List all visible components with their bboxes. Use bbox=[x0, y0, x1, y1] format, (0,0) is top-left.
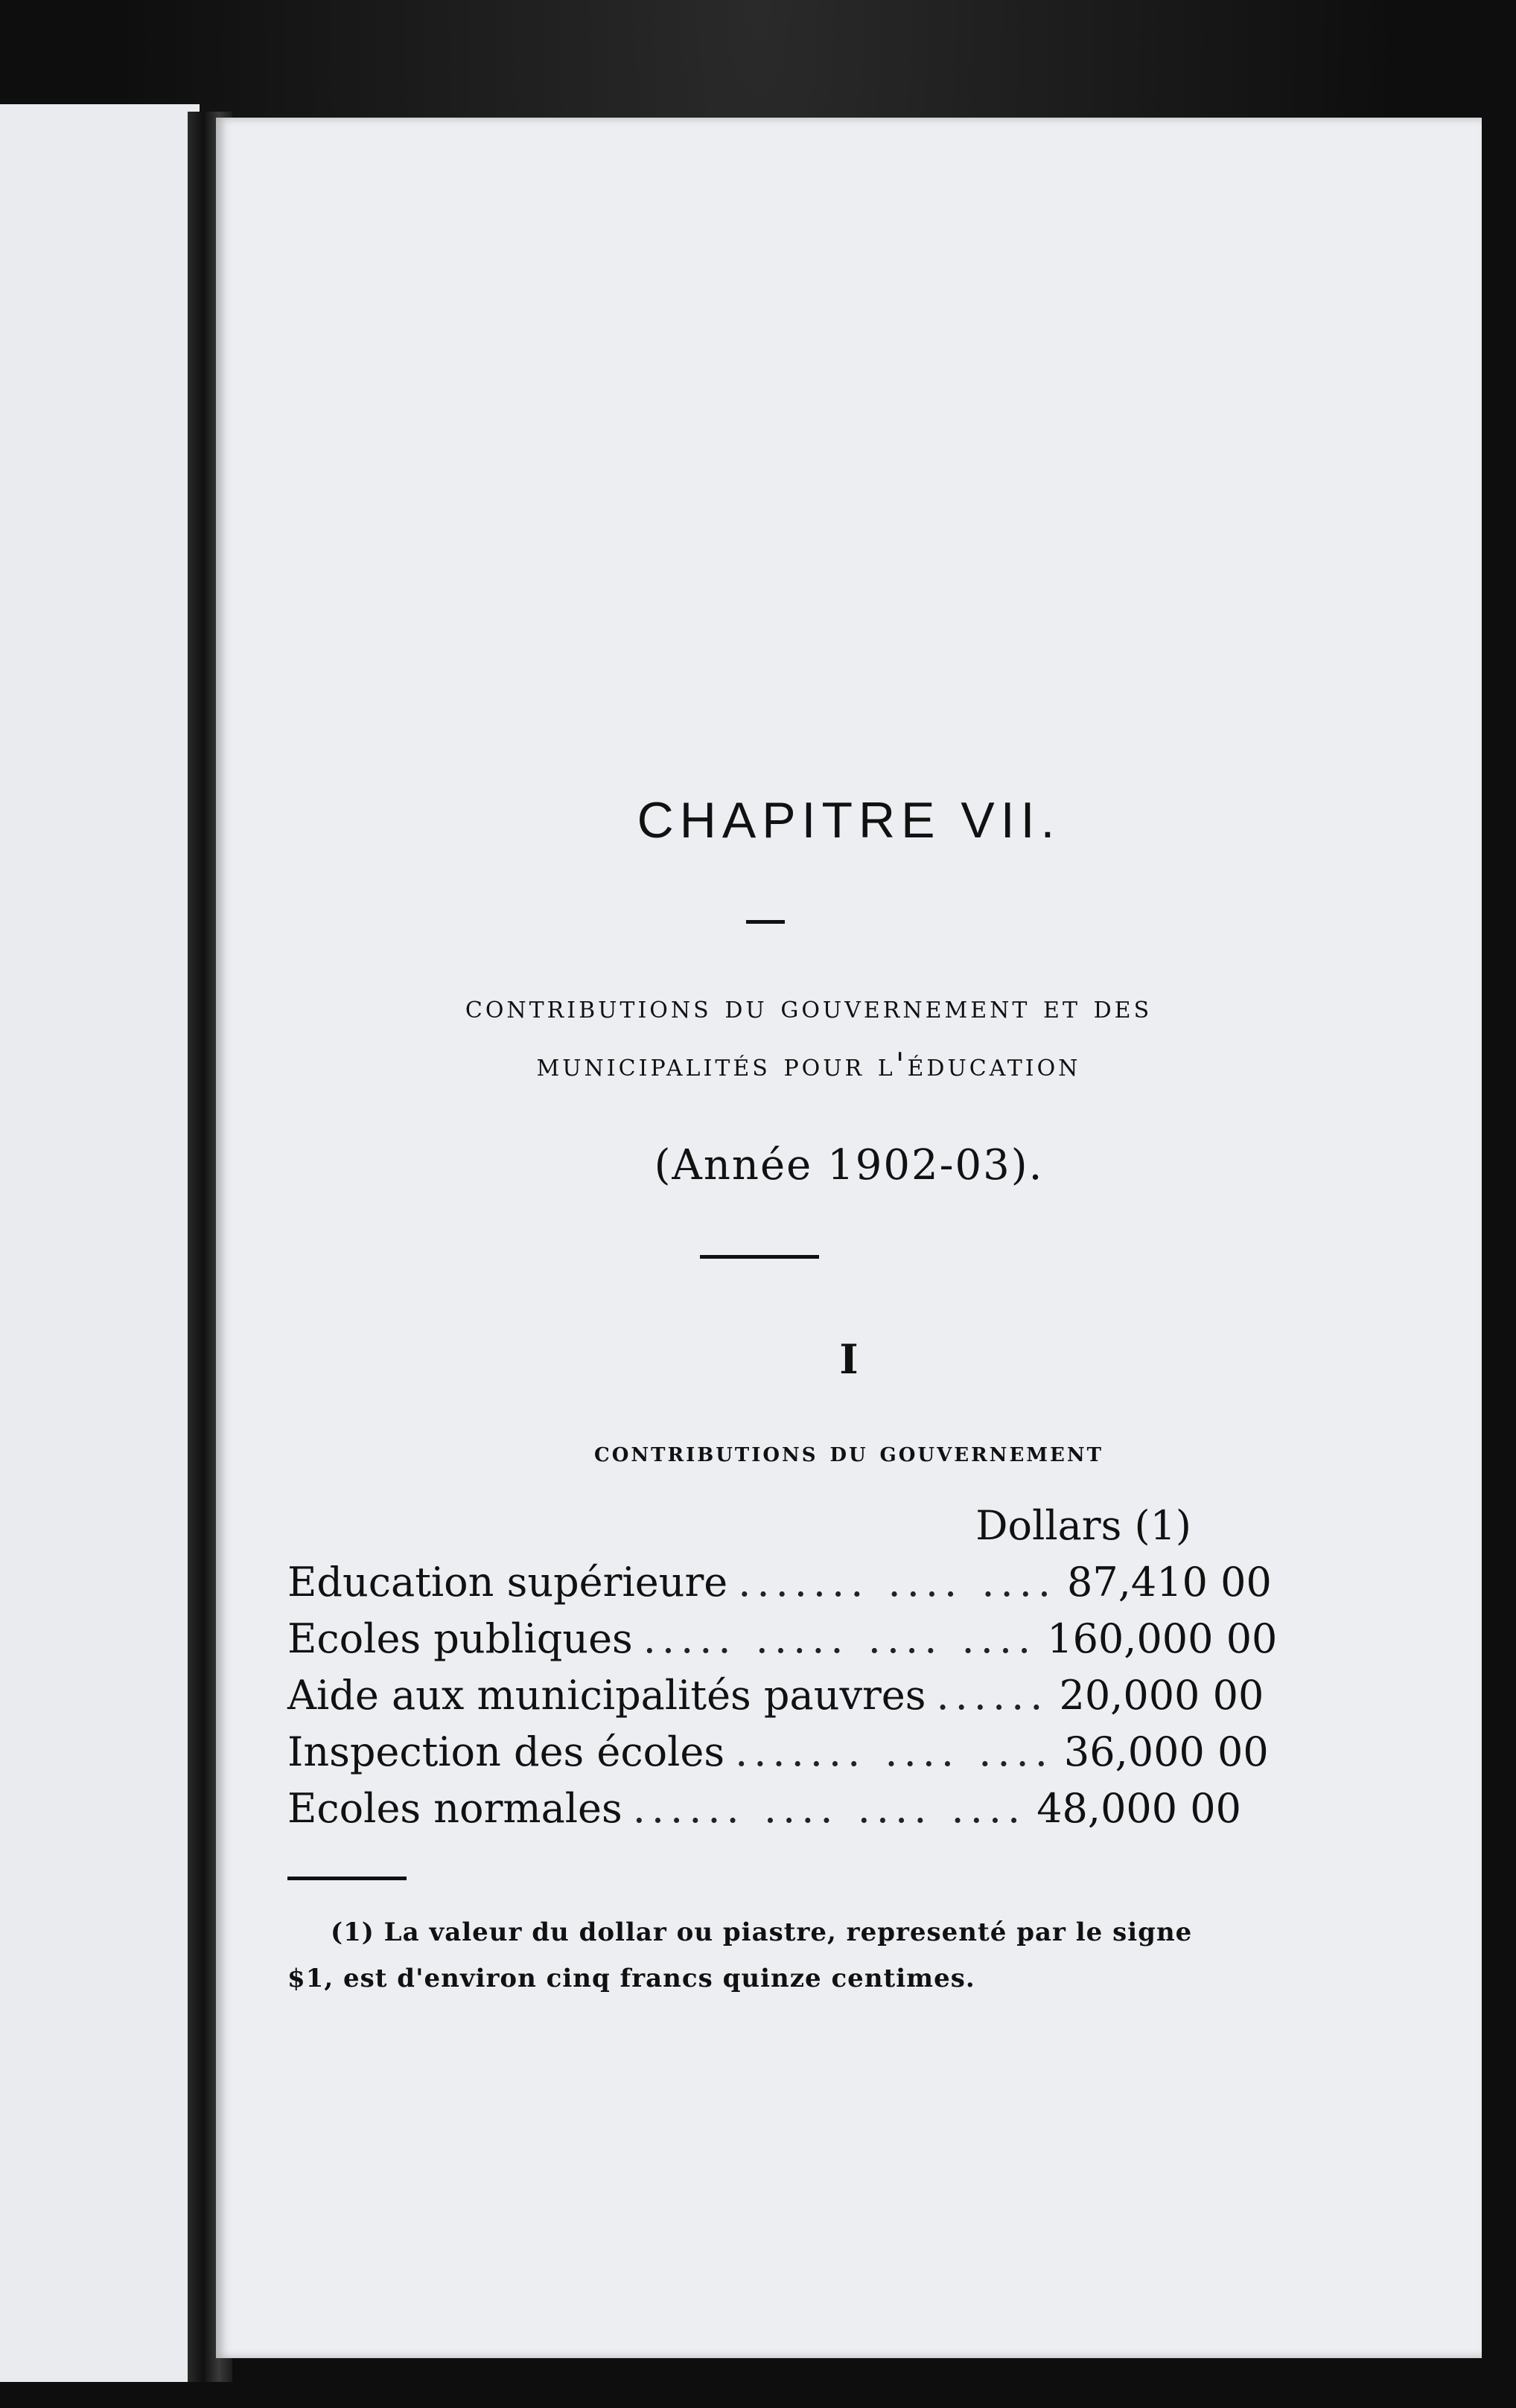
row-leader-dots: ..... ..... .... .... bbox=[643, 1615, 1037, 1662]
divider-rule bbox=[700, 1255, 819, 1259]
chapter-heading-line-2: municipalités pour l'éducation bbox=[536, 1047, 1081, 1084]
section-number: I bbox=[839, 1335, 859, 1383]
chapter-heading-line-1: contributions du gouvernement et des bbox=[465, 989, 1153, 1026]
table-row bbox=[287, 1672, 1264, 1727]
table-row bbox=[287, 1559, 1272, 1614]
table-row bbox=[287, 1615, 1278, 1670]
table-row bbox=[287, 1728, 1269, 1783]
row-value: 87,410 00 bbox=[1067, 1559, 1272, 1606]
row-value: 20,000 00 bbox=[1059, 1672, 1264, 1719]
book-page bbox=[216, 118, 1482, 2358]
row-leader-dots: ....... .... .... bbox=[738, 1559, 1057, 1606]
row-label: Ecoles publiques bbox=[287, 1615, 633, 1662]
row-leader-dots: ...... bbox=[936, 1672, 1049, 1719]
row-value: 48,000 00 bbox=[1036, 1785, 1242, 1832]
column-header-dollars: Dollars (1) bbox=[975, 1502, 1191, 1549]
year-subtitle: (Année 1902-03). bbox=[654, 1141, 1044, 1189]
title-dash bbox=[746, 920, 785, 924]
row-label: Ecoles normales bbox=[287, 1785, 622, 1832]
footnote-rule bbox=[287, 1877, 407, 1880]
row-label: Inspection des écoles bbox=[287, 1728, 725, 1775]
table-row bbox=[287, 1785, 1242, 1840]
footnote-line-2: $1, est d'environ cinq francs quinze centimes. bbox=[287, 1964, 975, 1993]
row-leader-dots: ....... .... .... bbox=[735, 1728, 1054, 1775]
row-value: 36,000 00 bbox=[1063, 1728, 1269, 1775]
footnote-line-1: (1) La valeur du dollar ou piastre, representé par le signe bbox=[331, 1917, 1193, 1947]
section-heading: contributions du gouvernement bbox=[594, 1435, 1103, 1468]
row-leader-dots: ...... .... .... .... bbox=[632, 1785, 1027, 1832]
row-label: Education supérieure bbox=[287, 1559, 728, 1606]
chapter-title: CHAPITRE VII. bbox=[637, 792, 1061, 849]
row-label: Aide aux municipalités pauvres bbox=[287, 1672, 926, 1719]
facing-page-edge bbox=[0, 104, 200, 2382]
row-value: 160,000 00 bbox=[1047, 1615, 1278, 1662]
